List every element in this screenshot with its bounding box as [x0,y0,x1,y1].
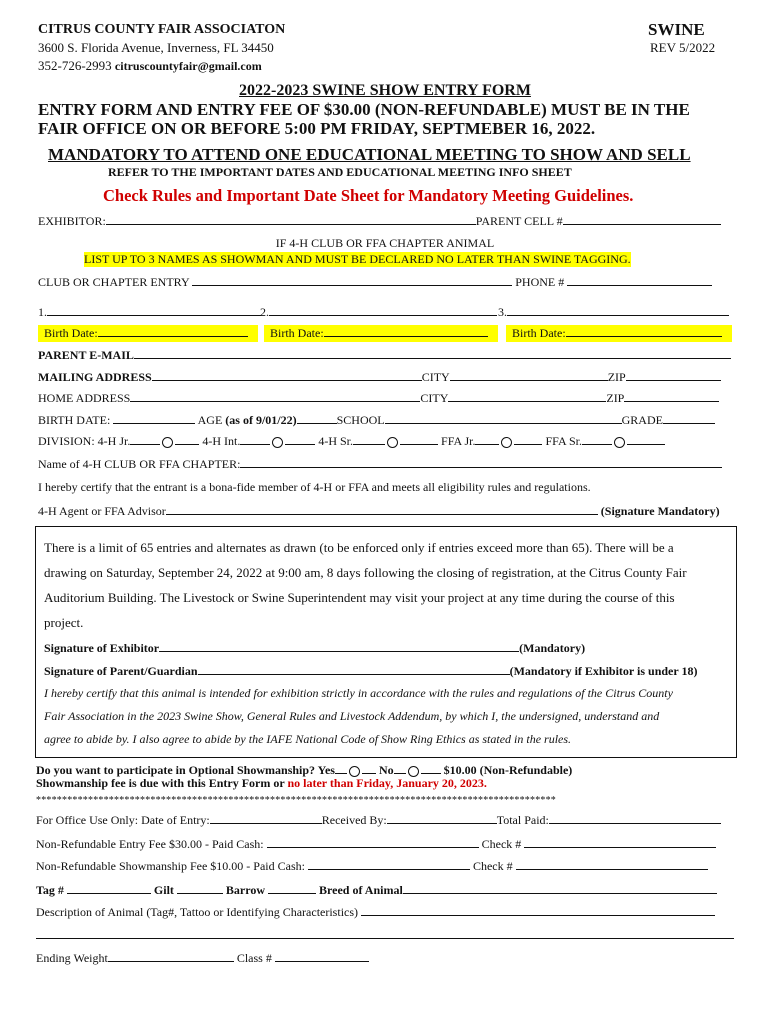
birth-age-row [38,412,715,428]
org-email[interactable]: citruscountyfair@gmail.com [114,59,262,73]
received-by-input[interactable] [387,812,497,824]
division-ffa-jr-radio[interactable] [501,437,512,448]
home-zip-label: ZIP [606,391,625,405]
gilt-label: Gilt [153,883,174,897]
total-paid-label: Total Paid: [496,813,549,827]
age-input[interactable] [297,412,337,424]
showman-fee-check-label: Check # [472,859,513,873]
showman-2-input[interactable] [269,304,497,316]
certify-italic-2: Fair Association in the 2023 Swine Show, General Rules and Livestock Addendum, by which I, the undersigned, understand and [44,709,660,723]
revision: REV 5/2022 [650,40,716,55]
showman-fee-check-input[interactable] [516,858,708,870]
certify-statement: I hereby certify that the entrant is a bona-fide member of 4-H or FFA and meets all eligibility rules and regulations. [38,480,591,494]
class-input[interactable] [275,950,369,962]
description-input[interactable] [361,904,715,916]
age-label: AGE [197,413,223,427]
birth-date-label: BIRTH DATE: [38,413,111,427]
division-ffa-jr-label: FFA Jr. [441,434,476,448]
division-4h-sr-radio[interactable] [387,437,398,448]
deadline-line-2: FAIR OFFICE ON OR BEFORE 5:00 PM FRIDAY, SEPTMEBER 16, 2022. [38,119,596,138]
barrow-label: Barrow [225,883,266,897]
showmanship-yes-label: Yes [317,763,335,777]
exhibitor-signature-row [44,640,585,656]
deadline-line-1: ENTRY FORM AND ENTRY FEE OF $30.00 (NON-REFUNDABLE) MUST BE IN THE [38,100,690,119]
ending-weight-label: Ending Weight [36,951,108,965]
breed-label: Breed of Animal [319,883,403,897]
ending-weight-input[interactable] [108,950,234,962]
division-4h-jr-label: 4-H Jr. [97,434,131,448]
school-label: SCHOOL [336,413,385,427]
office-date-input[interactable] [210,812,322,824]
exhibitor-row [38,213,721,229]
limit-line-3: Auditorium Building. The Livestock or Swine Superintendent may visit your project at any time during the course of this [44,590,675,605]
parent-sig-mandatory: (Mandatory if Exhibitor is under 18) [509,664,698,678]
gilt-input[interactable] [177,882,223,894]
org-address: 3600 S. Florida Avenue, Inverness, FL 34450 [38,40,274,55]
mailing-address-label: MAILING ADDRESS [38,370,152,384]
form-title: 2022-2023 SWINE SHOW ENTRY FORM [239,82,531,99]
showmanship-question: Do you want to participate in Optional Showmanship? [36,763,316,777]
phone-label: PHONE # [515,275,565,289]
showman-2-number: 2. [260,305,269,319]
division-4h-int-label: 4-H Int. [202,434,241,448]
parent-signature-row [44,663,697,679]
entry-fee-row [36,836,716,852]
office-date-label: For Office Use Only: Date of Entry: [36,813,210,827]
club-name-label: Name of 4-H CLUB OR FFA CHAPTER: [38,457,241,471]
mailing-address-input[interactable] [152,369,422,381]
showman-name-2 [260,304,497,320]
parent-signature-input[interactable] [198,663,510,675]
showmanship-fee: $10.00 (Non-Refundable) [443,763,573,777]
age-as-of: (as of 9/01/22) [225,413,297,427]
birth-date-3-label: Birth Date: [512,326,566,340]
showman-name-1 [38,304,261,320]
tag-row [36,882,717,898]
mailing-address-row [38,369,721,385]
advisor-signature-input[interactable] [166,503,598,515]
exhibitor-sig-mandatory: (Mandatory) [519,641,586,655]
advisor-row [38,503,720,519]
certify-italic-1: I hereby certify that this animal is intended for exhibition strictly in accordance with the rules and regulations of the Citrus County [44,686,673,700]
parent-cell-label: PARENT CELL # [475,214,563,228]
parent-cell-input[interactable] [563,213,721,225]
limit-line-4: project. [44,615,84,630]
parent-email-row [38,347,731,363]
certify-italic-3: agree to abide by. I also agree to abide by the IAFE National Code of Show Ring Ethics as stated in the rules. [44,732,572,746]
category-label: SWINE [648,20,705,39]
exhibitor-label: EXHIBITOR: [38,214,106,228]
birth-date-3[interactable] [506,325,732,342]
club-name-input[interactable] [240,456,722,468]
showman-1-number: 1. [38,305,47,319]
class-label: Class # [236,951,272,965]
barrow-input[interactable] [268,882,316,894]
entry-fee-label: Non-Refundable Entry Fee $30.00 - Paid Cash: [36,837,264,851]
club-note: IF 4-H CLUB OR FFA CHAPTER ANIMAL [275,236,495,250]
birth-date-1-label: Birth Date: [44,326,98,340]
mailing-city-label: CITY [421,370,450,384]
club-entry-input[interactable] [192,274,512,286]
division-ffa-sr-label: FFA Sr. [545,434,582,448]
birth-date-2-label: Birth Date: [270,326,324,340]
org-phone: 352-726-2993 [38,58,112,73]
breed-input[interactable] [403,882,717,894]
grade-label: GRADE [621,413,663,427]
advisor-label: 4-H Agent or FFA Advisor [38,504,166,518]
entry-fee-check-input[interactable] [524,836,716,848]
description-label: Description of Animal (Tag#, Tattoo or Identifying Characteristics) [36,905,359,919]
birth-date-2[interactable] [264,325,498,342]
showmanship-due-date: no later than Friday, January 20, 2023. [287,776,487,790]
showman-fee-cash-input[interactable] [308,858,470,870]
description-row [36,904,715,920]
division-label: DIVISION: [38,434,95,448]
home-address-label: HOME ADDRESS [38,391,131,405]
entry-fee-check-label: Check # [481,837,522,851]
parent-email-label: PARENT E-MAIL [38,348,134,362]
grade-input[interactable] [663,412,715,424]
showmanship-due-text: Showmanship fee is due with this Entry Form or [36,776,285,790]
division-4h-int-radio[interactable] [272,437,283,448]
showman-note: LIST UP TO 3 NAMES AS SHOWMAN AND MUST BE DECLARED NO LATER THAN SWINE TAGGING. [84,252,631,266]
phone-input[interactable] [567,274,712,286]
total-paid-input[interactable] [549,812,721,824]
home-zip-input[interactable] [624,390,719,402]
exhibitor-signature-input[interactable] [159,640,519,652]
org-name: CITRUS COUNTY FAIR ASSOCIATON [38,22,286,37]
division-4h-jr-radio[interactable] [162,437,173,448]
club-entry-row [38,274,712,290]
advisor-sig-mandatory: (Signature Mandatory) [600,504,720,518]
mailing-zip-input[interactable] [626,369,721,381]
showman-fee-row [36,858,708,874]
refer-note: REFER TO THE IMPORTANT DATES AND EDUCATIONAL MEETING INFO SHEET [108,165,572,179]
birth-date-1[interactable] [38,325,258,342]
org-contact [38,58,262,74]
club-name-row [38,456,722,472]
parent-signature-label: Signature of Parent/Guardian [44,664,198,678]
description-line-2[interactable] [36,938,734,939]
showmanship-due [36,776,487,791]
limit-line-2: drawing on Saturday, September 24, 2022 at 9:00 am, 8 days following the closing of registration, at the Citrus County Fair [44,565,687,580]
exhibitor-signature-label: Signature of Exhibitor [44,641,160,655]
showman-name-3 [498,304,729,320]
club-entry-label: CLUB OR CHAPTER ENTRY [38,275,190,289]
exhibitor-input[interactable] [106,213,476,225]
home-city-label: CITY [420,391,449,405]
showman-3-number: 3. [498,305,507,319]
school-input[interactable] [385,412,622,424]
mandatory-meeting: MANDATORY TO ATTEND ONE EDUCATIONAL MEETING TO SHOW AND SELL [48,145,691,164]
limit-line-1: There is a limit of 65 entries and alternates as drawn (to be enforced only if entries exceed more than 65). There will be a [44,540,674,555]
division-row [38,433,665,449]
entry-fee-cash-input[interactable] [267,836,479,848]
received-by-label: Received By: [321,813,387,827]
home-address-input[interactable] [130,390,420,402]
division-ffa-sr-radio[interactable] [614,437,625,448]
ending-weight-row [36,950,369,966]
mailing-zip-label: ZIP [607,370,626,384]
office-use-row [36,812,721,828]
tag-label: Tag # [36,883,64,897]
mailing-city-input[interactable] [450,369,608,381]
tag-input[interactable] [67,882,151,894]
division-4h-sr-label: 4-H Sr. [318,434,354,448]
showmanship-no-label: No [378,763,394,777]
parent-email-input[interactable] [134,347,731,359]
home-address-row [38,390,719,406]
showman-1-input[interactable] [47,304,261,316]
birth-date-input[interactable] [113,412,195,424]
showman-fee-label: Non-Refundable Showmanship Fee $10.00 - Paid Cash: [36,859,305,873]
check-rules-note: Check Rules and Important Date Sheet for Mandatory Meeting Guidelines. [103,186,634,205]
home-city-input[interactable] [448,390,606,402]
divider-stars: **************************************************************************************************** [36,795,556,806]
showman-3-input[interactable] [507,304,729,316]
